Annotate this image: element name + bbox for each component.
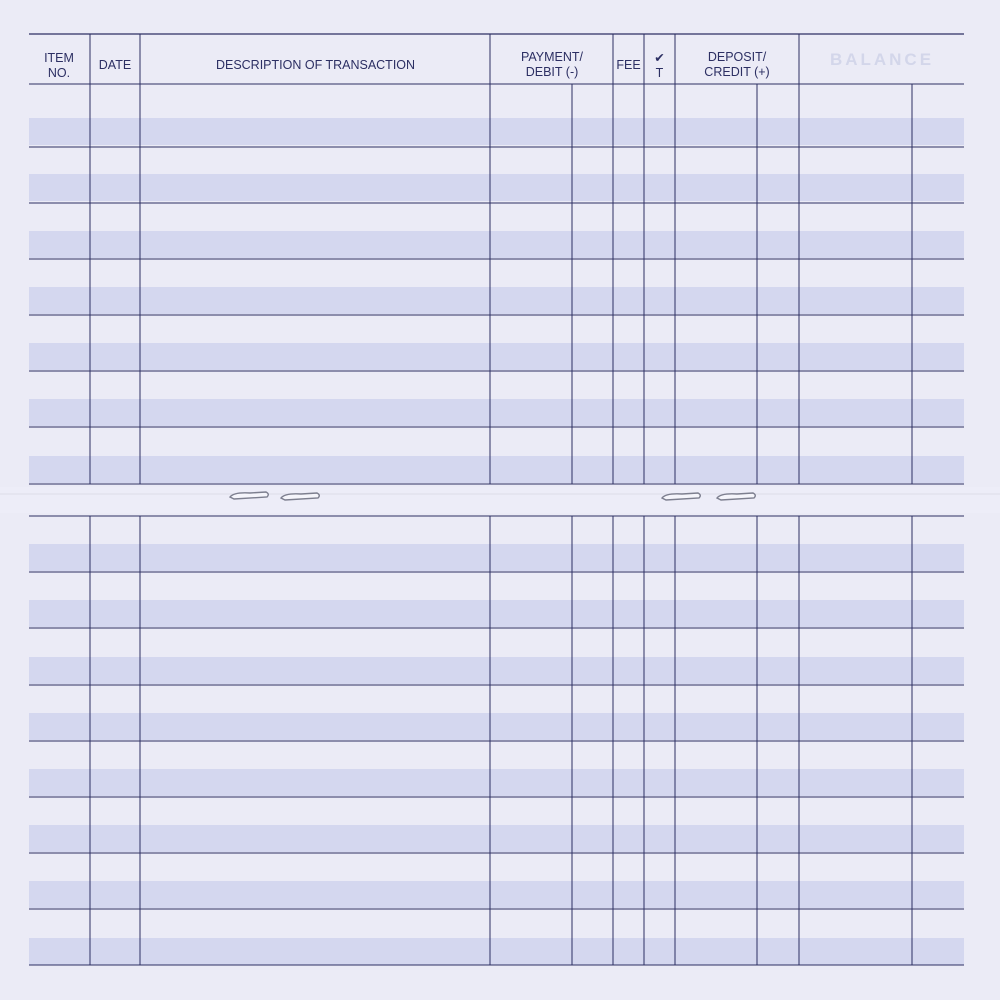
header-deposit-credit bbox=[676, 50, 798, 80]
shaded-band bbox=[29, 174, 964, 201]
header-payment-line1: PAYMENT/ bbox=[520, 50, 584, 64]
shaded-band bbox=[29, 657, 964, 684]
header-item-no bbox=[30, 51, 88, 81]
header-date: DATE bbox=[98, 58, 132, 72]
header-check-t bbox=[644, 51, 675, 81]
shaded-band bbox=[29, 118, 964, 145]
header-deposit-line1: DEPOSIT/ bbox=[707, 50, 767, 64]
header-fee: FEE bbox=[616, 58, 641, 72]
header-payment-debit bbox=[491, 50, 613, 80]
shaded-band bbox=[29, 769, 964, 796]
header-t: T bbox=[655, 66, 664, 80]
header-item-line1: ITEM bbox=[44, 51, 74, 65]
shaded-band bbox=[29, 456, 964, 483]
shaded-band bbox=[29, 938, 964, 965]
shaded-band bbox=[29, 713, 964, 740]
shaded-band bbox=[29, 825, 964, 852]
shaded-band bbox=[29, 343, 964, 370]
header-payment-line2: DEBIT (-) bbox=[525, 65, 579, 79]
header-balance: BALANCE bbox=[829, 50, 935, 69]
check-mark-icon: ✔ bbox=[654, 51, 665, 65]
shaded-band bbox=[29, 881, 964, 908]
shaded-band bbox=[29, 399, 964, 426]
header-item-line2: NO. bbox=[47, 66, 71, 80]
header-description: DESCRIPTION OF TRANSACTION bbox=[215, 58, 416, 72]
fold-band bbox=[0, 487, 1000, 513]
shaded-band bbox=[29, 544, 964, 571]
header-deposit-line2: CREDIT (+) bbox=[704, 65, 770, 79]
shaded-band bbox=[29, 287, 964, 314]
shaded-band bbox=[29, 600, 964, 627]
shaded-band bbox=[29, 231, 964, 258]
